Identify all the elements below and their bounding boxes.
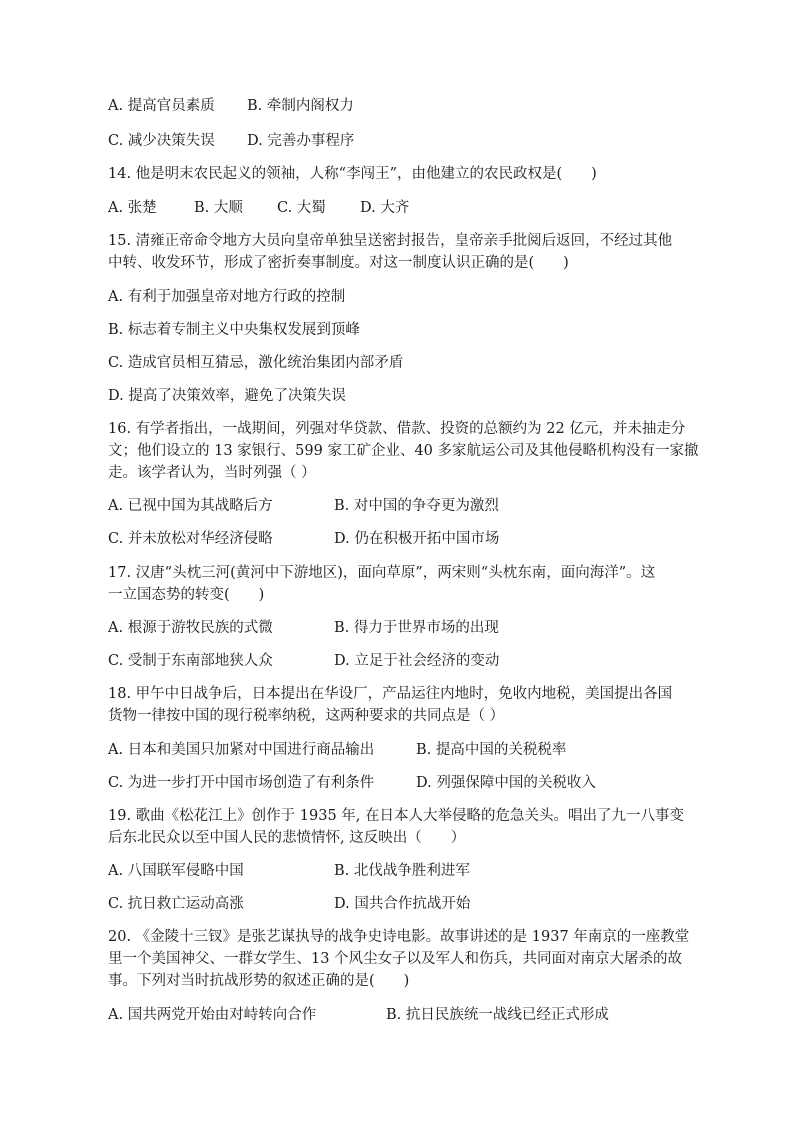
q13-option-d: D. 完善办事程序 xyxy=(247,133,355,149)
q13-option-c: C. 减少决策失误 xyxy=(108,133,215,149)
q14-stem: 14. 他是明末农民起义的领袖，人称“李闯王”，由他建立的农民政权是( ) xyxy=(108,166,597,182)
q18-stem-line-2: 货物一律按中国的现行税率纳税，这两种要求的共同点是（ ） xyxy=(108,708,505,724)
q15-option-b: B. 标志着专制主义中央集权发展到顶峰 xyxy=(108,322,360,338)
q13-option-a: A. 提高官员素质 xyxy=(108,98,215,114)
q16-stem-line-3: 走。该学者认为，当时列强（ ） xyxy=(108,465,316,481)
q17-stem-line-1: 17. 汉唐“头枕三河(黄河中下游地区)，面向草原”，两宋则“头枕东南，面向海洋”。这 xyxy=(108,565,656,581)
q14-option-c: C. 大蜀 xyxy=(277,200,326,216)
q16-stem-line-1: 16. 有学者指出，一战期间，列强对华贷款、借款、投资的总额约为 22 亿元，并未抽走分 xyxy=(108,421,686,437)
q17-option-c: C. 受制于东南部地狭人众 xyxy=(108,653,273,669)
q18-option-d: D. 列强保障中国的关税收入 xyxy=(416,775,596,791)
q19-option-b: B. 北伐战争胜利进军 xyxy=(334,863,470,879)
q17-option-a: A. 根源于游牧民族的式微 xyxy=(108,620,273,636)
q16-option-b: B. 对中国的争夺更为激烈 xyxy=(334,498,499,514)
q13-option-b: B. 牵制内阁权力 xyxy=(247,98,354,114)
q16-option-a: A. 已视中国为其战略后方 xyxy=(108,498,273,514)
q15-option-d: D. 提高了决策效率，避免了决策失误 xyxy=(108,388,346,404)
q19-option-a: A. 八国联军侵略中国 xyxy=(108,863,244,879)
q17-option-b: B. 得力于世界市场的出现 xyxy=(334,620,499,636)
q16-option-c: C. 并未放松对华经济侵略 xyxy=(108,531,273,547)
q17-stem-line-2: 一立国态势的转变( ) xyxy=(108,587,265,603)
q15-option-a: A. 有利于加强皇帝对地方行政的控制 xyxy=(108,289,346,305)
q18-option-c: C. 为进一步打开中国市场创造了有利条件 xyxy=(108,775,375,791)
q15-stem-line-1: 15. 清雍正帝命令地方大员向皇帝单独呈送密封报告，皇帝亲手批阅后返回，不经过其他 xyxy=(108,233,673,249)
q15-option-c: C. 造成官员相互猜忌，激化统治集团内部矛盾 xyxy=(108,355,404,371)
q16-option-d: D. 仍在积极开拓中国市场 xyxy=(334,531,500,547)
q14-option-b: B. 大顺 xyxy=(194,200,243,216)
q15-stem-line-2: 中转、收发环节，形成了密折奏事制度。对这一制度认识正确的是( ) xyxy=(108,255,569,271)
q20-stem-line-3: 事。下列对当时抗战形势的叙述正确的是( ) xyxy=(108,973,410,989)
q19-stem-line-1: 19. 歌曲《松花江上》创作于 1935 年, 在日本人大举侵略的危急关头。唱出了九一八事变 xyxy=(108,808,685,824)
q16-stem-line-2: 文；他们设立的 13 家银行、599 家工矿企业、40 多家航运公司及其他侵略机构没有一家撤 xyxy=(108,443,699,459)
q20-stem-line-2: 里一个美国神父、一群女学生、13 个风尘女子以及军人和伤兵，共同面对南京大屠杀的故 xyxy=(108,951,683,967)
q14-option-a: A. 张楚 xyxy=(108,200,157,216)
q20-option-b: B. 抗日民族统一战线已经正式形成 xyxy=(386,1007,609,1023)
q17-option-d: D. 立足于社会经济的变动 xyxy=(334,653,500,669)
q18-option-b: B. 提高中国的关税税率 xyxy=(416,742,567,758)
q19-option-d: D. 国共合作抗战开始 xyxy=(334,896,471,912)
q20-stem-line-1: 20. 《金陵十三钗》是张艺谋执导的战争史诗电影。故事讲述的是 1937 年南京的一座教堂 xyxy=(108,929,690,945)
q18-option-a: A. 日本和美国只加紧对中国进行商品输出 xyxy=(108,742,375,758)
q14-option-d: D. 大齐 xyxy=(360,200,410,216)
q18-stem-line-1: 18. 甲午中日战争后，日本提出在华设厂，产品运往内地时，免收内地税，美国提出各国 xyxy=(108,686,673,702)
q19-stem-line-2: 后东北民众以至中国人民的悲愤情怀, 这反映出（ ） xyxy=(108,830,466,846)
q20-option-a: A. 国共两党开始由对峙转向合作 xyxy=(108,1007,317,1023)
q19-option-c: C. 抗日救亡运动高涨 xyxy=(108,896,244,912)
